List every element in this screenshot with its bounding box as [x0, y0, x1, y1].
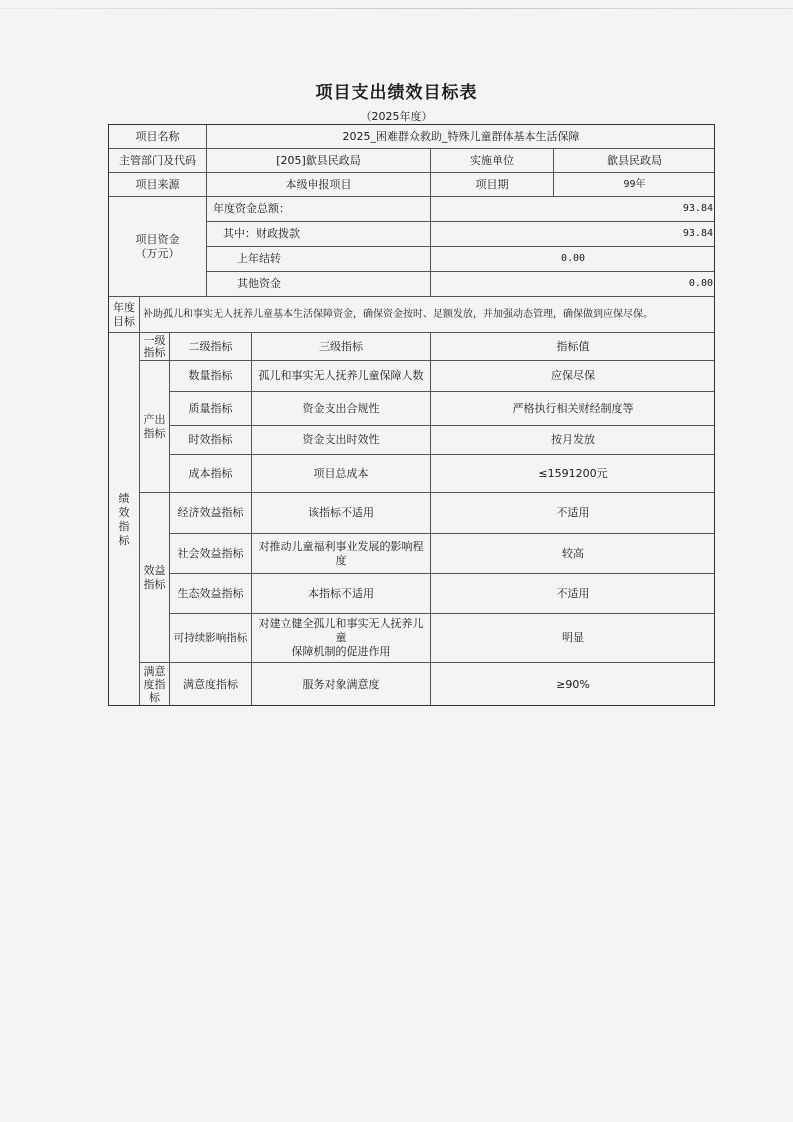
funds-row-label: 其中：财政拨款	[206, 221, 430, 246]
satisfaction-level2: 满意度指标	[169, 662, 251, 706]
scan-edge-line	[0, 8, 793, 9]
output-level3: 孤儿和事实无人抚养儿童保障人数	[251, 360, 430, 391]
page-title: 项目支出绩效目标表	[315, 83, 478, 103]
benefit-value: 较高	[430, 533, 715, 573]
output-value: 严格执行相关财经制度等	[430, 391, 715, 425]
project-name-label: 项目名称	[108, 124, 206, 148]
annual-goal-text: 补助孤儿和事实无人抚养儿童基本生活保障资金，确保资金按时、足额发放，并加强动态管理，确保做到应保尽保。	[139, 296, 715, 332]
output-level2: 成本指标	[169, 454, 251, 492]
output-value: ≤1591200元	[430, 454, 715, 492]
benefit-level2: 生态效益指标	[169, 573, 251, 613]
funds-row-label: 年度资金总额：	[206, 196, 430, 221]
annual-goal-label-line1: 年度	[113, 300, 135, 314]
benefit-level3: 本指标不适用	[251, 573, 430, 613]
funds-row-value: 0.00	[430, 246, 715, 271]
dept-value: [205]歙县民政局	[206, 148, 430, 172]
benefit-label-line1: 效益	[143, 563, 166, 577]
output-level3: 资金支出时效性	[251, 425, 430, 454]
perf-indicator-label-char: 绩	[118, 491, 130, 505]
funds-label-line1: 项目资金	[135, 232, 180, 246]
benefit-label-line2: 指标	[143, 577, 166, 591]
benefit-level3: 该指标不适用	[251, 492, 430, 533]
satisfaction-indicator-label	[139, 662, 169, 706]
perf-indicator-label-char: 指	[118, 519, 130, 533]
perf-indicator-label	[108, 332, 139, 706]
benefit-value: 明显	[430, 613, 715, 662]
output-label-line1: 产出	[143, 412, 166, 426]
output-indicator-label	[139, 360, 169, 492]
funds-label-line2: （万元）	[135, 246, 180, 260]
output-label-line2: 指标	[143, 426, 166, 440]
output-level2: 质量指标	[169, 391, 251, 425]
satisfaction-level3: 服务对象满意度	[251, 662, 430, 706]
header-level1-line2: 指标	[143, 345, 166, 359]
source-label: 项目来源	[108, 172, 206, 196]
benefit-level3: 对推动儿童福利事业发展的影响程度	[251, 533, 430, 573]
header-level1-line1: 一级	[143, 333, 166, 347]
benefit-level3-line1: 对建立健全孤儿和事实无人抚养儿童	[258, 617, 424, 644]
benefit-value: 不适用	[430, 573, 715, 613]
benefit-level2: 社会效益指标	[169, 533, 251, 573]
funds-label	[108, 196, 206, 296]
period-value: 99年	[553, 172, 715, 196]
output-value: 应保尽保	[430, 360, 715, 391]
satisfaction-label-line3: 标	[149, 691, 160, 704]
benefit-level3	[251, 613, 430, 662]
satisfaction-label-line1: 满意	[143, 665, 166, 678]
period-label: 项目期	[430, 172, 553, 196]
benefit-level2: 经济效益指标	[169, 492, 251, 533]
impl-unit-value: 歙县民政局	[553, 148, 715, 172]
fiscal-year: （2025年度）	[360, 110, 433, 123]
output-level2: 数量指标	[169, 360, 251, 391]
output-value: 按月发放	[430, 425, 715, 454]
impl-unit-label: 实施单位	[430, 148, 553, 172]
funds-row-value: 93.84	[430, 196, 715, 221]
funds-row-label: 其他资金	[206, 271, 430, 296]
source-value: 本级申报项目	[206, 172, 430, 196]
benefit-level2: 可持续影响指标	[169, 613, 251, 662]
perf-indicator-label-char: 标	[118, 533, 130, 547]
performance-table	[108, 124, 715, 706]
benefit-value: 不适用	[430, 492, 715, 533]
header-level1	[139, 332, 169, 360]
header-value: 指标值	[430, 332, 715, 360]
header-level3: 三级指标	[251, 332, 430, 360]
output-level3: 资金支出合规性	[251, 391, 430, 425]
funds-row-value: 93.84	[430, 221, 715, 246]
annual-goal-label-line2: 目标	[113, 314, 135, 328]
perf-indicator-label-char: 效	[118, 505, 130, 519]
satisfaction-label-line2: 度指	[143, 678, 166, 691]
annual-goal-label	[108, 296, 139, 332]
funds-row-value: 0.00	[430, 271, 715, 296]
dept-label: 主管部门及代码	[108, 148, 206, 172]
benefit-level3-line2: 保障机制的促进作用	[291, 645, 391, 658]
header-level2: 二级指标	[169, 332, 251, 360]
benefit-indicator-label	[139, 492, 169, 662]
output-level3: 项目总成本	[251, 454, 430, 492]
project-name-value: 2025_困难群众救助_特殊儿童群体基本生活保障	[206, 124, 715, 148]
output-level2: 时效指标	[169, 425, 251, 454]
funds-row-label: 上年结转	[206, 246, 430, 271]
satisfaction-value: ≥90%	[430, 662, 715, 706]
